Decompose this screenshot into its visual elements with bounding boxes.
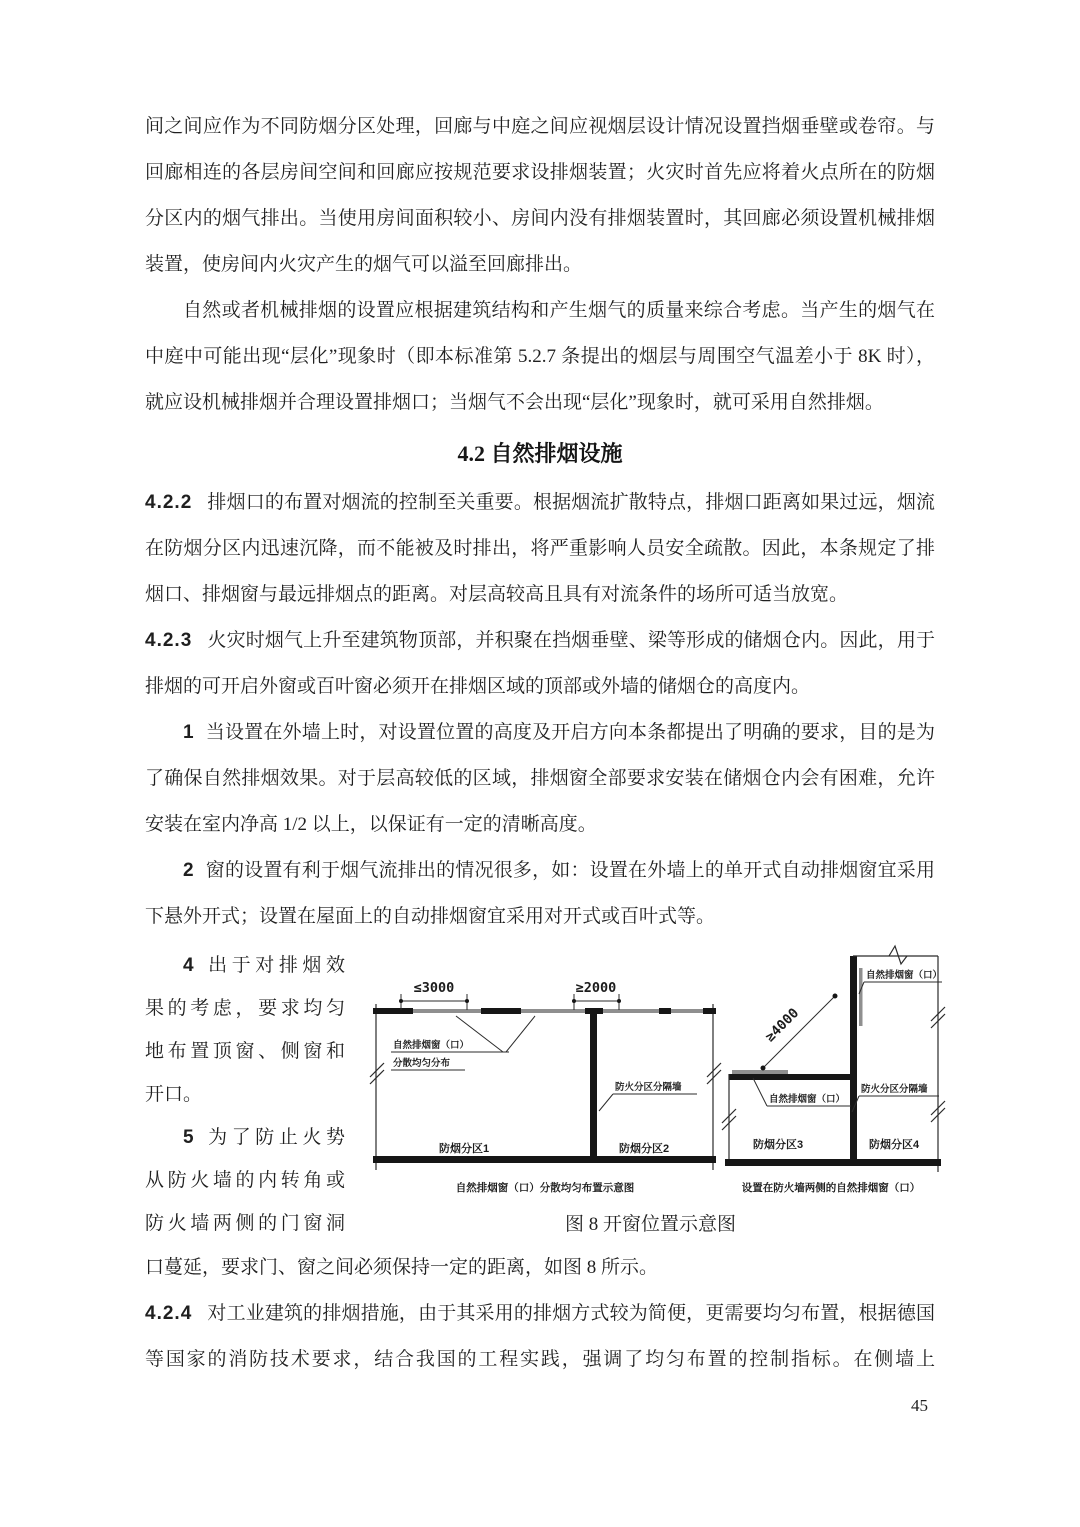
text-line: 地布置顶窗、侧窗和 — [145, 1041, 345, 1062]
left-diagram — [370, 980, 721, 1194]
clause-number: 4.2.2 — [145, 492, 193, 513]
window-label-line1: 自然排烟窗（口） — [393, 1040, 470, 1051]
clause-text: 火灾时烟气上升至建筑物顶部，并积聚在挡烟垂壁、梁等形成的储烟仓内。因此，用于排烟的可开启外窗或百叶窗必须开在排烟区域的顶部或外墙的储烟仓的高度内。 — [145, 630, 935, 697]
item-number: 2 — [183, 860, 194, 881]
text-line: 果的考虑，要求均匀 — [145, 998, 345, 1019]
text-line: 5 为了防止火势 — [183, 1127, 345, 1148]
clause-4-2-4 — [145, 1291, 935, 1383]
dimension-4000: ≥4000 — [762, 1005, 803, 1046]
clause-number: 4.2.3 — [145, 630, 193, 651]
window-label-right-top: 自然排烟窗（口） — [866, 970, 943, 981]
zone-2-label: 防烟分区2 — [619, 1143, 670, 1155]
clause-item-1 — [145, 710, 935, 848]
smoke-window-vertical — [859, 968, 863, 1026]
smoke-window — [413, 1009, 481, 1013]
text-line: 防火墙两侧的门窗洞 — [145, 1213, 345, 1234]
clause-4-2-2 — [145, 480, 935, 618]
side-wall — [729, 1074, 850, 1080]
firewall-label-right: 防火分区分隔墙 — [861, 1084, 928, 1095]
clause-item-2 — [145, 848, 935, 940]
window-label-right-mid: 自然排烟窗（口） — [769, 1094, 846, 1105]
page-number: 45 — [911, 1396, 928, 1415]
paragraph-natural-or-mechanical: 自然或者机械排烟的设置应根据建筑结构和产生烟气的质量来综合考虑。当产生的烟气在中庭中可能出现“层化”现象时（即本标准第 5.2.7 条提出的烟层与周围空气温差小于 8K 时），就应设机械排烟并合理设置排烟口；当烟气不会出现“层化”现象时，就可采用自然排烟。 — [145, 300, 935, 413]
smoke-window-horizontal — [732, 1070, 788, 1074]
text-line: 从防火墙的内转角或 — [145, 1170, 345, 1191]
text-line: 4 出于对排烟效 — [183, 955, 345, 976]
wrapped-text-column — [145, 944, 345, 1245]
zone-3-label: 防烟分区3 — [753, 1139, 804, 1151]
dimension-2000: ≥2000 — [575, 980, 617, 996]
bottom-wall — [373, 1156, 716, 1163]
clause-number: 4.2.4 — [145, 1303, 193, 1324]
figure-8 — [345, 944, 948, 1242]
paragraph-atrium-smoke-continued: 间之间应作为不同防烟分区处理，回廊与中庭之间应视烟层设计情况设置挡烟垂壁或卷帘。与回廊相连的各层房间空间和回廊应按规范要求设排烟装置；火灾时首先应将着火点所在的防烟分区内的烟气排出。当使用房间面积较小、房间内没有排烟装置时，其回廊必须设置机械排烟装置，使房间内火灾产生的烟气可以溢至回廊排出。 — [145, 116, 935, 275]
section-heading-4-2: 4.2 自然排烟设施 — [457, 441, 623, 466]
item-text: 当设置在外墙上时，对设置位置的高度及开启方向本条都提出了明确的要求，目的是为了确保自然排烟效果。对于层高较低的区域，排烟窗全部要求安装在储烟仓内会有困难，允许安装在室内净高 1/2 以上，以保证有一定的清晰高度。 — [145, 722, 935, 835]
paragraph-continuation-after-figure: 口蔓延，要求门、窗之间必须保持一定的距离，如图 8 所示。 — [145, 1257, 659, 1278]
clause-text: 对工业建筑的排烟措施，由于其采用的排烟方式较为简便，更需要均匀布置，根据德国等国家的消防技术要求，结合我国的工程实践，强调了均匀布置的控制指标。在侧墙上 — [145, 1303, 935, 1370]
wall-segment — [373, 1008, 413, 1014]
item-number: 1 — [183, 722, 194, 743]
clause-4-2-3 — [145, 618, 935, 710]
clause-text: 排烟口的布置对烟流的控制至关重要。根据烟流扩散特点，排烟口距离如果过远，烟流在防烟分区内迅速沉降，而不能被及时排出，将严重影响人员安全疏散。因此，本条规定了排烟口、排烟窗与最远排烟点的距离。对层高较高且具有对流条件的场所可适当放宽。 — [145, 492, 935, 605]
figure-8-section — [145, 944, 943, 1245]
right-diagram-caption: 设置在防火墙两侧的自然排烟窗（口） — [741, 1182, 921, 1194]
right-diagram — [722, 946, 945, 1194]
window-label-line2: 分散均匀分布 — [393, 1058, 451, 1069]
left-diagram-caption: 自然排烟窗（口）分散均匀布置示意图 — [455, 1182, 635, 1194]
item-text: 窗的设置有利于烟气流排出的情况很多，如：设置在外墙上的单开式自动排烟窗宜采用下悬外开式；设置在屋面上的自动排烟窗宜采用对开式或百叶式等。 — [145, 860, 935, 927]
dimension-3000: ≤3000 — [413, 980, 455, 996]
text-line: 开口。 — [145, 1084, 203, 1105]
figure-8-drawing — [353, 944, 948, 1206]
zone-1-label: 防烟分区1 — [439, 1143, 490, 1155]
bottom-wall — [725, 1159, 941, 1166]
firewall-label: 防火分区分隔墙 — [615, 1082, 682, 1093]
zone-4-label: 防烟分区4 — [869, 1139, 920, 1151]
fire-wall — [850, 956, 857, 1162]
fire-partition-wall — [590, 1008, 597, 1156]
figure-8-main-caption: 图 8 开窗位置示意图 — [564, 1214, 736, 1235]
